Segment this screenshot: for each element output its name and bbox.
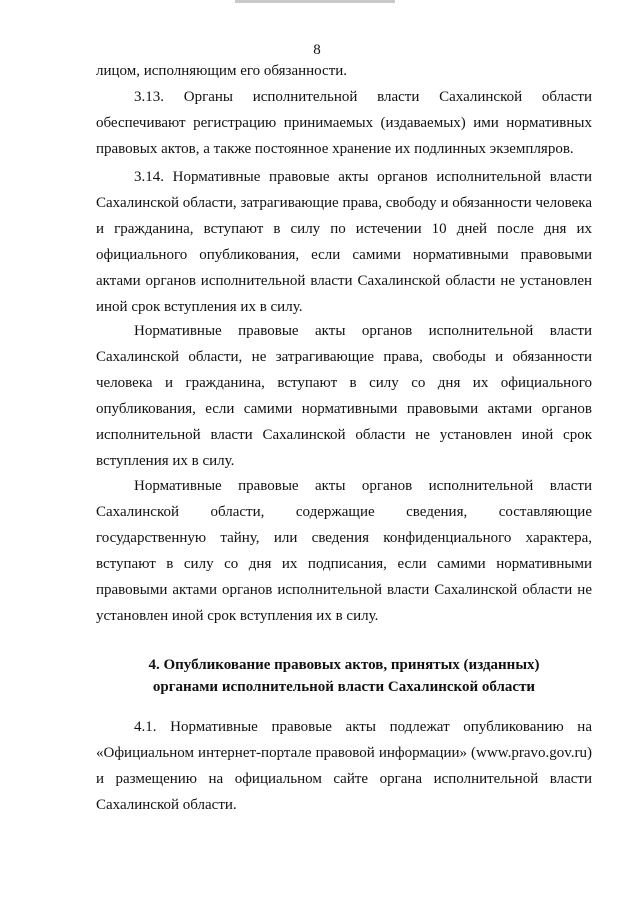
paragraph-3-13: 3.13. Органы исполнительной власти Сахалинской области обеспечивают регистрацию принимаемых (издаваемых) ими нормативных правовых актов, а также постоянное хранение их подлинных экземпляров. <box>96 89 592 157</box>
paragraph-3-14-second: Нормативные правовые акты органов исполнительной власти Сахалинской области, не затрагивающие права, свободы и обязанности человека и гражданина, вступают в силу со дня их официального опубликования, если самими нормативными правовыми актами органов исполнительной власти Сахалинской области не установлен иной срок вступления их в силу. <box>96 323 592 469</box>
section-4-heading <box>96 654 592 698</box>
section-4-heading-line1: 4. Опубликование правовых актов, принятых (изданных) <box>148 657 540 673</box>
page-number: 8 <box>313 42 321 58</box>
section-4-heading-line2: органами исполнительной власти Сахалинской области <box>152 679 536 695</box>
paragraph-3-14-third: Нормативные правовые акты органов исполнительной власти Сахалинской области, содержащие сведения, составляющие государственную тайну, или сведения конфиденциального характера, вступают в силу со дня их подписания, если самими нормативными правовыми актами органов исполнительной власти Сахалинской области не установлен иной срок вступления их в силу. <box>96 478 592 624</box>
scan-artifact-line <box>235 0 395 3</box>
paragraph-3-14: 3.14. Нормативные правовые акты органов исполнительной власти Сахалинской области, затрагивающие права, свободу и обязанности человека и гражданина, вступают в силу по истечении 10 дней после дня их официального опубликования, если самими нормативными правовыми актами органов исполнительной власти Сахалинской области не установлен иной срок вступления их в силу. <box>96 169 592 315</box>
paragraph-4-1: 4.1. Нормативные правовые акты подлежат опубликованию на «Официальном интернет-портале правовой информации» (www.pravo.gov.ru) и размещению на официальном сайте органа исполнительной власти Сахалинской области. <box>96 719 592 813</box>
paragraph-continuation: лицом, исполняющим его обязанности. <box>96 63 348 79</box>
